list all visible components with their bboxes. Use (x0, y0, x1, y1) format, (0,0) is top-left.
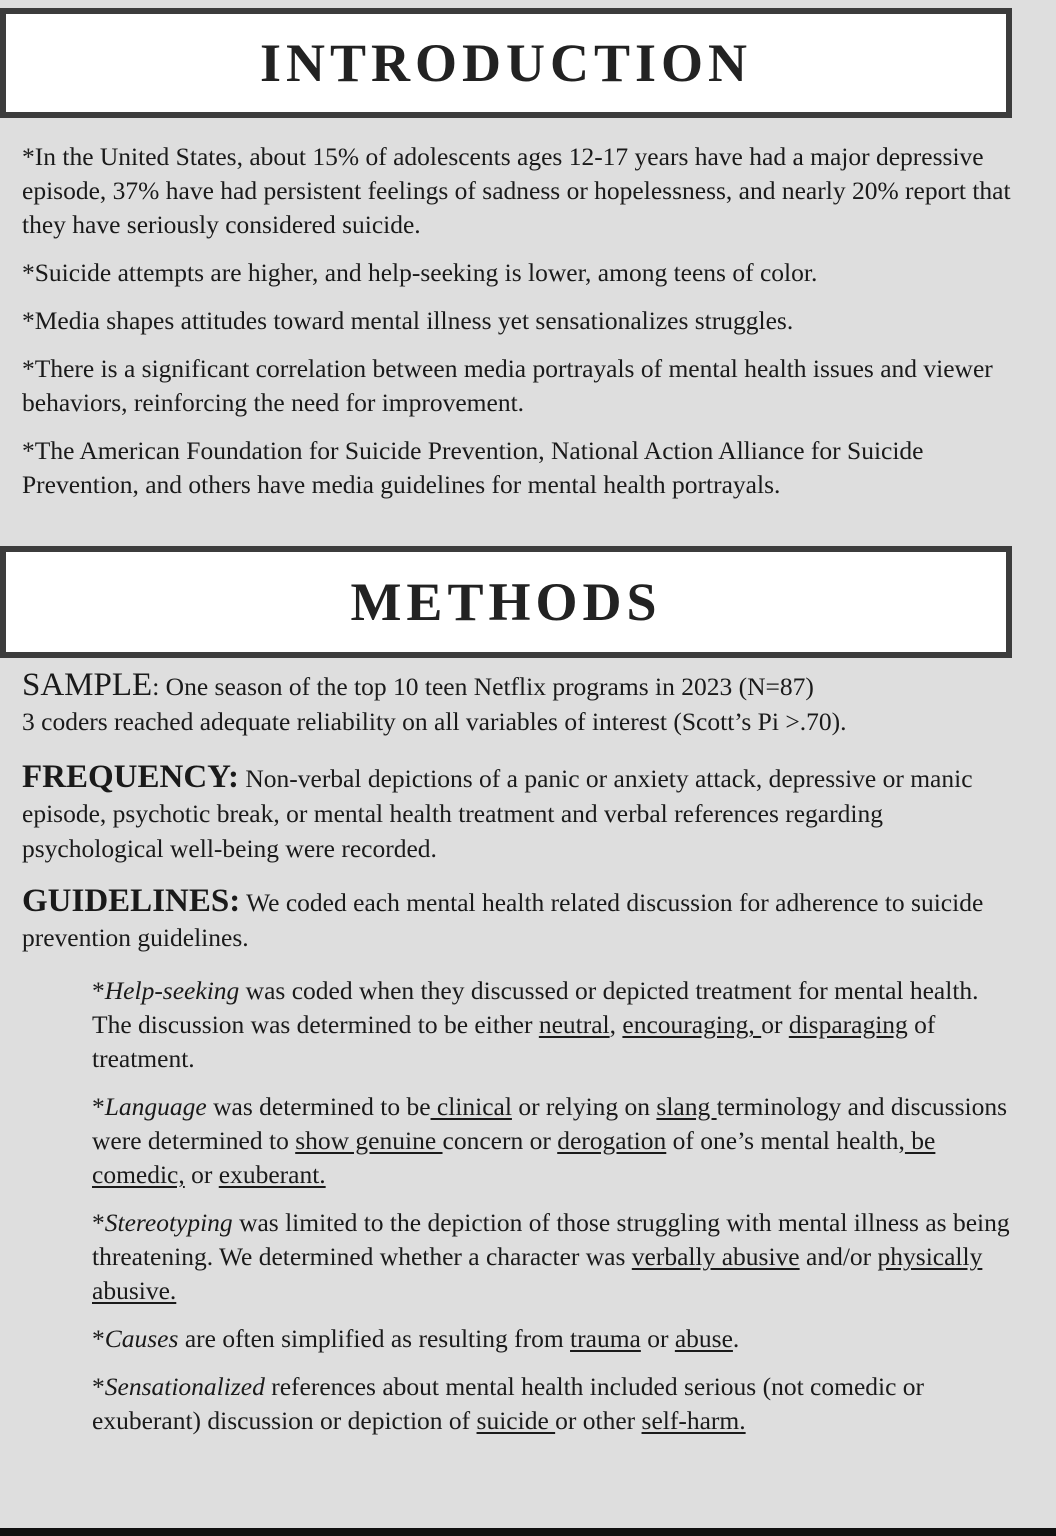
intro-bullet: *There is a significant correlation between media portrayals of mental health issues and viewer behaviors, reinforcing the need for improvement. (22, 354, 993, 417)
stereotyping-term: Stereotyping (104, 1208, 233, 1237)
help-seeking-item: *Help-seeking was coded when they discussed or depicted treatment for mental health. The discussion was determined to be either neutral, encouraging, or disparaging of treatment. (92, 976, 979, 1073)
frequency-label: FREQUENCY: (22, 759, 239, 795)
intro-bullet: *Suicide attempts are higher, and help-seeking is lower, among teens of color. (22, 258, 818, 287)
guidelines-label: GUIDELINES: (22, 883, 241, 919)
sample-colon: : (152, 672, 160, 701)
intro-bullet: *The American Foundation for Suicide Prevention, National Action Alliance for Suicide Prevention, and others have media guidelines for mental health portrayals. (22, 436, 924, 499)
help-seeking-term: Help-seeking (104, 976, 240, 1005)
language-term: Language (104, 1092, 207, 1121)
introduction-heading: INTRODUCTION (0, 8, 1012, 118)
intro-bullet: *Media shapes attitudes toward mental illness yet sensationalizes struggles. (22, 306, 794, 335)
introduction-section (22, 140, 1012, 516)
sample-line1: One season of the top 10 teen Netflix programs in 2023 (N=87) (159, 672, 814, 701)
sensationalized-item: *Sensationalized references about mental health included serious (not comedic or exuberant) discussion or depiction of suicide or other self-harm. (92, 1372, 925, 1435)
methods-heading: METHODS (0, 546, 1012, 658)
guidelines-text: We coded each mental health related discussion for adherence to suicide prevention guidelines. (22, 888, 984, 952)
causes-term: Causes (104, 1324, 179, 1353)
causes-item: *Causes are often simplified as resulting from trauma or abuse. (92, 1324, 740, 1353)
methods-sample (22, 668, 1012, 739)
sensationalized-term: Sensationalized (104, 1372, 265, 1401)
guideline-criteria (92, 974, 1012, 1452)
methods-guidelines (22, 884, 1012, 955)
sample-line2: 3 coders reached adequate reliability on all variables of interest (Scott’s Pi >.70). (22, 707, 847, 736)
bottom-border (0, 1528, 1056, 1536)
language-item: *Language was determined to be clinical or relying on slang terminology and discussions were determined to show genuine concern or derogation of one’s mental health, be comedic, or exuberant. (92, 1092, 1008, 1189)
stereotyping-item: *Stereotyping was limited to the depiction of those struggling with mental illness as being threatening. We determined whether a character was verbally abusive and/or physically abusive. (92, 1208, 1010, 1305)
frequency-text: Non-verbal depictions of a panic or anxiety attack, depressive or manic episode, psychotic break, or mental health treatment and verbal references regarding psychological well-being were recorded. (22, 764, 973, 863)
methods-frequency (22, 760, 1012, 866)
intro-bullet: *In the United States, about 15% of adolescents ages 12-17 years have had a major depressive episode, 37% have had persistent feelings of sadness or hopelessness, and nearly 20% report that they have seriously considered suicide. (22, 142, 1011, 239)
sample-label: SAMPLE (22, 667, 153, 703)
